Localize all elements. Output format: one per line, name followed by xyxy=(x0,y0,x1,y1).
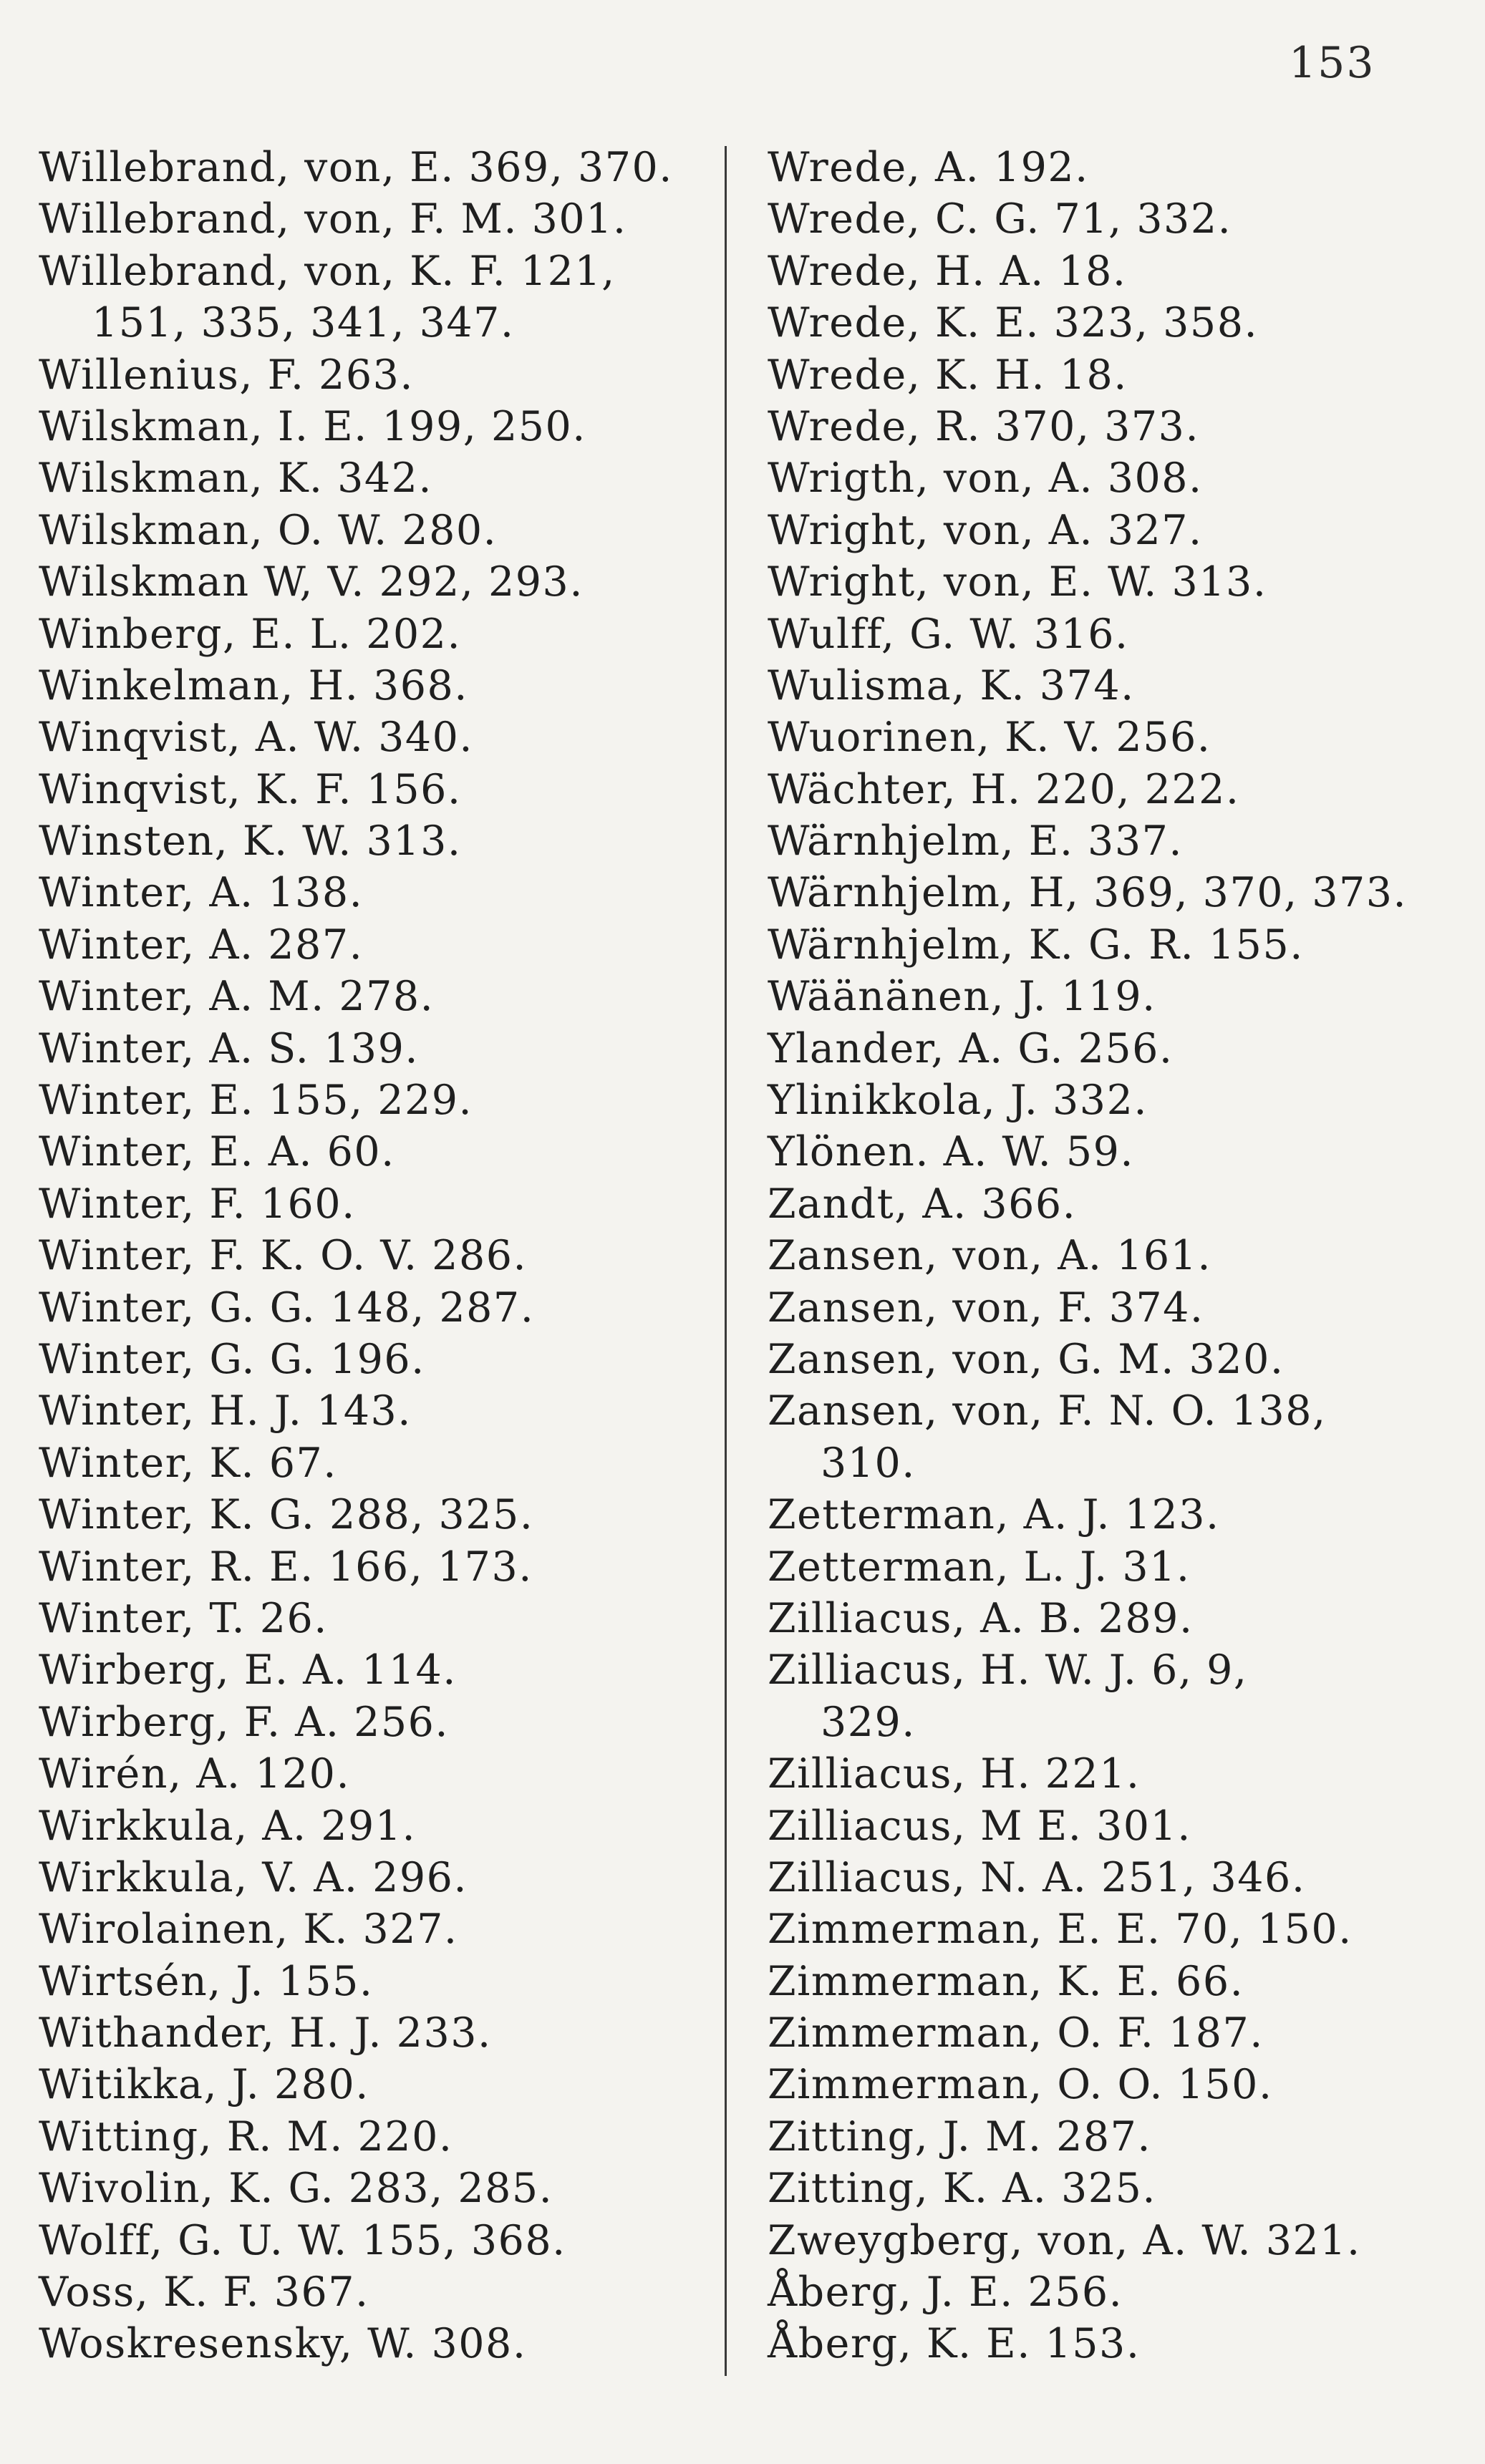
index-entry: Wirén, A. 120. xyxy=(39,1750,351,1798)
index-entry: Wächter, H. 220, 222. xyxy=(768,765,1240,813)
index-entry: Zandt, A. 366. xyxy=(768,1180,1077,1228)
index-entry: Winter, K. G. 288, 325. xyxy=(39,1491,534,1539)
index-entry: Wilskman, O. W. 280. xyxy=(39,506,498,554)
index-entry: Wivolin, K. G. 283, 285. xyxy=(39,2165,553,2213)
index-entry: Zansen, von, G. M. 320. xyxy=(768,1335,1285,1383)
index-entry: Zilliacus, A. B. 289. xyxy=(768,1594,1194,1642)
index-entry: Wirkkula, A. 291. xyxy=(39,1802,417,1850)
index-entry: Winter, A. 138. xyxy=(39,869,364,917)
index-entry: Zilliacus, N. A. 251, 346. xyxy=(768,1853,1306,1901)
index-entry: Wrigth, von, A. 308. xyxy=(768,455,1203,503)
index-entry: Wirkkula, V. A. 296. xyxy=(39,1853,468,1901)
index-entry: Zimmerman, E. E. 70, 150. xyxy=(768,1906,1353,1954)
index-entry: Zansen, von, F. N. O. 138, xyxy=(768,1387,1327,1435)
index-entry: Winter, H. J. 143. xyxy=(39,1387,412,1435)
index-entry: Winqvist, A. W. 340. xyxy=(39,714,474,762)
index-entry-continuation: 329. xyxy=(821,1698,916,1746)
index-entry: Zitting, J. M. 287. xyxy=(768,2113,1151,2160)
index-entry: Zimmerman, O. F. 187. xyxy=(768,2009,1264,2057)
index-entry: Wrede, A. 192. xyxy=(768,144,1089,191)
index-entry: Winsten, K. W. 313. xyxy=(39,818,462,865)
index-entry: Willebrand, von, E. 369, 370. xyxy=(39,144,673,191)
index-entry: Zimmerman, O. O. 150. xyxy=(768,2061,1273,2109)
index-entry: Zweygberg, von, A. W. 321. xyxy=(768,2216,1361,2264)
index-entry: Woskresensky, W. 308. xyxy=(39,2320,527,2368)
index-entry: Voss, K. F. 367. xyxy=(39,2269,369,2317)
index-entry: Wirolainen, K. 327. xyxy=(39,1906,458,1954)
index-entry: Wright, von, E. W. 313. xyxy=(768,558,1267,606)
index-entry: Winqvist, K. F. 156. xyxy=(39,765,462,813)
index-entry: Ylander, A. G. 256. xyxy=(768,1024,1174,1072)
index-entry-continuation: 151, 335, 341, 347. xyxy=(92,299,515,347)
index-entry: Winter, F. K. O. V. 286. xyxy=(39,1232,528,1280)
index-entry: Zitting, K. A. 325. xyxy=(768,2165,1156,2213)
index-entry: Wrede, R. 370, 373. xyxy=(768,402,1200,450)
index-entry: Witting, R. M. 220. xyxy=(39,2113,453,2160)
index-column-left xyxy=(39,142,712,2370)
index-entry: Winter, T. 26. xyxy=(39,1594,328,1642)
index-entry: Wrede, K. E. 323, 358. xyxy=(768,299,1259,347)
index-entry: Zilliacus, H. W. J. 6, 9, xyxy=(768,1646,1248,1694)
column-divider xyxy=(725,146,727,2376)
page-number: 153 xyxy=(1289,38,1375,88)
index-entry: Zimmerman, K. E. 66. xyxy=(768,1957,1244,2005)
index-entry: Wirberg, E. A. 114. xyxy=(39,1646,457,1694)
index-entry: Wirberg, F. A. 256. xyxy=(39,1698,449,1746)
index-entry: Winter, G. G. 148, 287. xyxy=(39,1284,535,1332)
index-entry: Wirtsén, J. 155. xyxy=(39,1957,374,2005)
index-entry: Winter, E. 155, 229. xyxy=(39,1077,473,1125)
index-entry: Withander, H. J. 233. xyxy=(39,2009,492,2057)
index-entry: Wilskman, K. 342. xyxy=(39,455,433,503)
index-entry: Willenius, F. 263. xyxy=(39,351,414,399)
index-entry: Wulff, G. W. 316. xyxy=(768,610,1129,658)
index-entry: Winkelman, H. 368. xyxy=(39,661,468,709)
index-entry: Willebrand, von, F. M. 301. xyxy=(39,195,627,243)
index-entry: Winter, A. M. 278. xyxy=(39,973,435,1021)
index-entry: Wärnhjelm, K. G. R. 155. xyxy=(768,921,1304,969)
index-entry: Winter, R. E. 166, 173. xyxy=(39,1543,533,1591)
index-entry: Wäänänen, J. 119. xyxy=(768,973,1156,1021)
index-entry: Wilskman, I. E. 199, 250. xyxy=(39,402,586,450)
index-entry: Åberg, K. E. 153. xyxy=(768,2320,1141,2368)
index-entry: Åberg, J. E. 256. xyxy=(768,2269,1123,2317)
index-entry: Zilliacus, M E. 301. xyxy=(768,1802,1191,1850)
index-entry: Winter, A. 287. xyxy=(39,921,364,969)
index-entry: Zetterman, L. J. 31. xyxy=(768,1543,1191,1591)
index-entry: Wrede, C. G. 71, 332. xyxy=(768,195,1232,243)
index-entry: Winter, A. S. 139. xyxy=(39,1024,419,1072)
index-entry: Wrede, H. A. 18. xyxy=(768,247,1127,295)
index-entry: Ylönen. A. W. 59. xyxy=(768,1128,1134,1176)
index-entry: Zansen, von, A. 161. xyxy=(768,1232,1212,1280)
index-entry: Winter, K. 67. xyxy=(39,1439,337,1487)
index-entry-continuation: 310. xyxy=(821,1439,916,1487)
index-entry: Wrede, K. H. 18. xyxy=(768,351,1128,399)
index-entry: Wärnhjelm, H, 369, 370, 373. xyxy=(768,869,1408,917)
index-entry: Wuorinen, K. V. 256. xyxy=(768,714,1211,762)
index-entry: Wilskman W, V. 292, 293. xyxy=(39,558,584,606)
index-entry: Wolff, G. U. W. 155, 368. xyxy=(39,2216,566,2264)
index-entry: Witikka, J. 280. xyxy=(39,2061,369,2109)
index-entry: Willebrand, von, K. F. 121, xyxy=(39,247,616,295)
index-entry: Winter, G. G. 196. xyxy=(39,1335,425,1383)
index-entry: Winberg, E. L. 202. xyxy=(39,610,462,658)
index-entry: Winter, E. A. 60. xyxy=(39,1128,395,1176)
index-entry: Winter, F. 160. xyxy=(39,1180,356,1228)
index-entry: Zetterman, A. J. 123. xyxy=(768,1491,1220,1539)
index-column-right xyxy=(768,142,1433,2370)
index-entry: Wärnhjelm, E. 337. xyxy=(768,818,1183,865)
index-entry: Zilliacus, H. 221. xyxy=(768,1750,1141,1798)
index-entry: Ylinikkola, J. 332. xyxy=(768,1077,1148,1125)
index-entry: Wulisma, K. 374. xyxy=(768,661,1135,709)
index-entry: Zansen, von, F. 374. xyxy=(768,1284,1204,1332)
index-entry: Wright, von, A. 327. xyxy=(768,506,1203,554)
